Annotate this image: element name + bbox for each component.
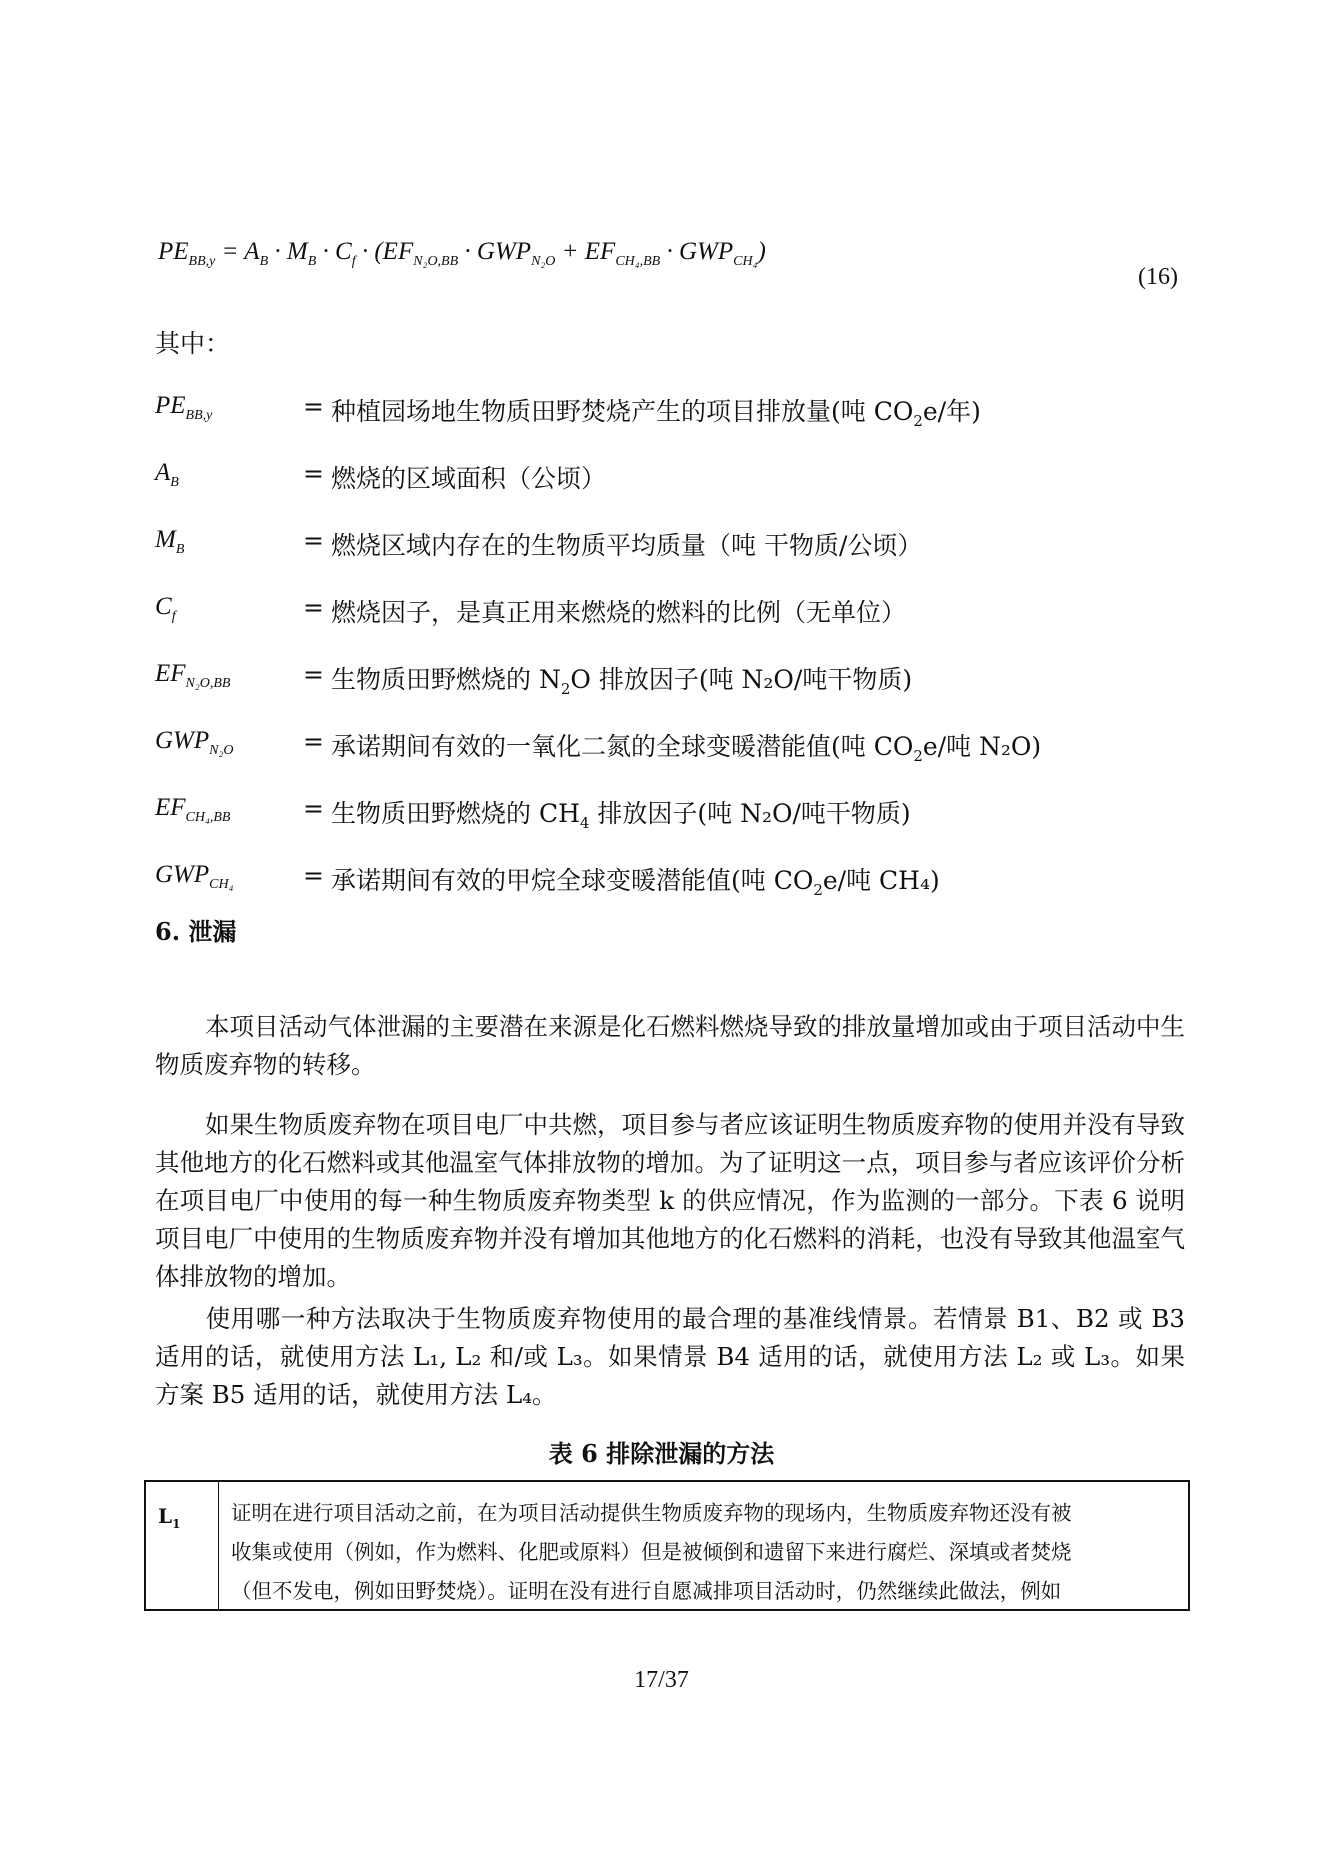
equation-term-subscript: f [351, 254, 356, 269]
definition-symbol: $EF_{N_2O,BB}$ [155, 660, 231, 691]
equation-term-subscript: N₂O,BB [413, 254, 459, 269]
definition-text: 燃烧因子，是真正用来燃烧的燃料的比例（无单位） [331, 598, 907, 627]
equation-lhs-subscript: BB,y [188, 254, 216, 269]
equation-term: · GWP [660, 238, 734, 265]
equation-16 [158, 238, 766, 270]
equation-term-subscript: CH₄,BB [615, 254, 661, 269]
definition-text: 燃烧的区域面积（公顷） [331, 464, 607, 493]
definition-text: 燃烧区域内存在的生物质平均质量（吨 干物质/公顷） [331, 531, 923, 560]
equation-rhs [215, 238, 766, 269]
equation-term-subscript: CH₄ [733, 254, 758, 269]
leakage-methods-table [144, 1480, 1190, 1611]
definition-symbol: $A_B$ [155, 459, 179, 490]
equation-lhs: PE [158, 238, 189, 265]
section-title: 6. 泄漏 [155, 917, 237, 946]
table-row-id: $L_1$ [158, 1504, 181, 1531]
definition-text: 种植园场地生物质田野焚烧产生的项目排放量(吨 $CO_2e/$年) [331, 397, 981, 430]
equation-term-subscript: B [307, 254, 317, 269]
where-label: 其中： [155, 329, 231, 358]
definition-text: 承诺期间有效的一氧化二氮的全球变暖潜能值(吨 $CO_2e/$吨 N₂O) [331, 732, 1042, 765]
definition-symbol: $GWP_{CH_4}$ [155, 861, 234, 892]
definition-text: 生物质田野燃烧的 $N_2O$ 排放因子(吨 N₂O/吨干物质) [331, 665, 913, 698]
table-caption: 表 6 排除泄漏的方法 [548, 1439, 775, 1468]
equation-term: + EF [555, 238, 616, 265]
equation-term-subscript: B [259, 254, 269, 269]
paragraph-3-text: 使用哪一种方法取决于生物质废弃物使用的最合理的基准线情景。若情景 B1、B2 或 B3 适用的话，就使用方法 L₁, L₂ 和/或 L₃。如果情景 B4 适用的话，就使用方法 L₂ 或 L₃。如果方案 B5 适用的话，就使用方法 L₄。 [155, 1304, 1185, 1409]
definition-equals: = [303, 593, 324, 622]
definition-equals: = [303, 727, 324, 756]
paragraph-3 [155, 1300, 1185, 1414]
equation-term: · (EF [355, 238, 414, 265]
definition-equals: = [303, 459, 324, 488]
definition-equals: = [303, 392, 324, 421]
paragraph-2-text: 如果生物质废弃物在项目电厂中共燃，项目参与者应该证明生物质废弃物的使用并没有导致其他地方的化石燃料或其他温室气体排放物的增加。为了证明这一点，项目参与者应该评价分析在项目电厂中使用的每一种生物质废弃物类型 k 的供应情况，作为监测的一部分。下表 6 说明项目电厂中使用的生物质废弃物并没有增加其他地方的化石燃料的消耗，也没有导致其他温室气体排放物的增加。 [155, 1110, 1185, 1291]
table-column-divider [218, 1482, 219, 1609]
definition-equals: = [303, 861, 324, 890]
definition-equals: = [303, 526, 324, 555]
definition-equals: = [303, 660, 324, 689]
equation-term: = A [215, 238, 260, 265]
definition-text: 承诺期间有效的甲烷全球变暖潜能值(吨 $CO_2e/$吨 CH₄) [331, 866, 940, 899]
paragraph-2 [155, 1106, 1185, 1296]
definition-symbol: $GWP_{N_2O}$ [155, 727, 234, 758]
equation-term-subscript: N₂O [531, 254, 556, 269]
equation-number: (16) [1138, 264, 1178, 290]
table-row-text: 证明在进行项目活动之前，在为项目活动提供生物质废弃物的现场内，生物质废弃物还没有被 收集或使用（例如，作为燃料、化肥或原料）但是被倾倒和遗留下来进行腐烂、深填或者焚烧 （但不发电，例如田野焚烧）。证明在没有进行自愿减排项目活动时，仍然继续此做法，例如 [231, 1501, 1072, 1603]
equation-term: · C [316, 238, 352, 265]
equation-term: ) [757, 238, 766, 265]
page-number: 17/37 [634, 1667, 689, 1693]
paragraph-1 [155, 1008, 1185, 1084]
equation-term: · M [268, 238, 308, 265]
definition-text: 生物质田野燃烧的 $CH_4$ 排放因子(吨 N₂O/吨干物质) [331, 799, 911, 832]
definition-equals: = [303, 794, 324, 823]
paragraph-1-text: 本项目活动气体泄漏的主要潜在来源是化石燃料燃烧导致的排放量增加或由于项目活动中生物质废弃物的转移。 [155, 1012, 1185, 1079]
definition-symbol: $C_f$ [155, 593, 176, 624]
definition-symbol: $PE_{BB,y}$ [155, 392, 213, 423]
definition-symbol: $M_B$ [155, 526, 185, 557]
equation-term: · GWP [458, 238, 532, 265]
definition-symbol: $EF_{CH_4,BB}$ [155, 794, 231, 825]
